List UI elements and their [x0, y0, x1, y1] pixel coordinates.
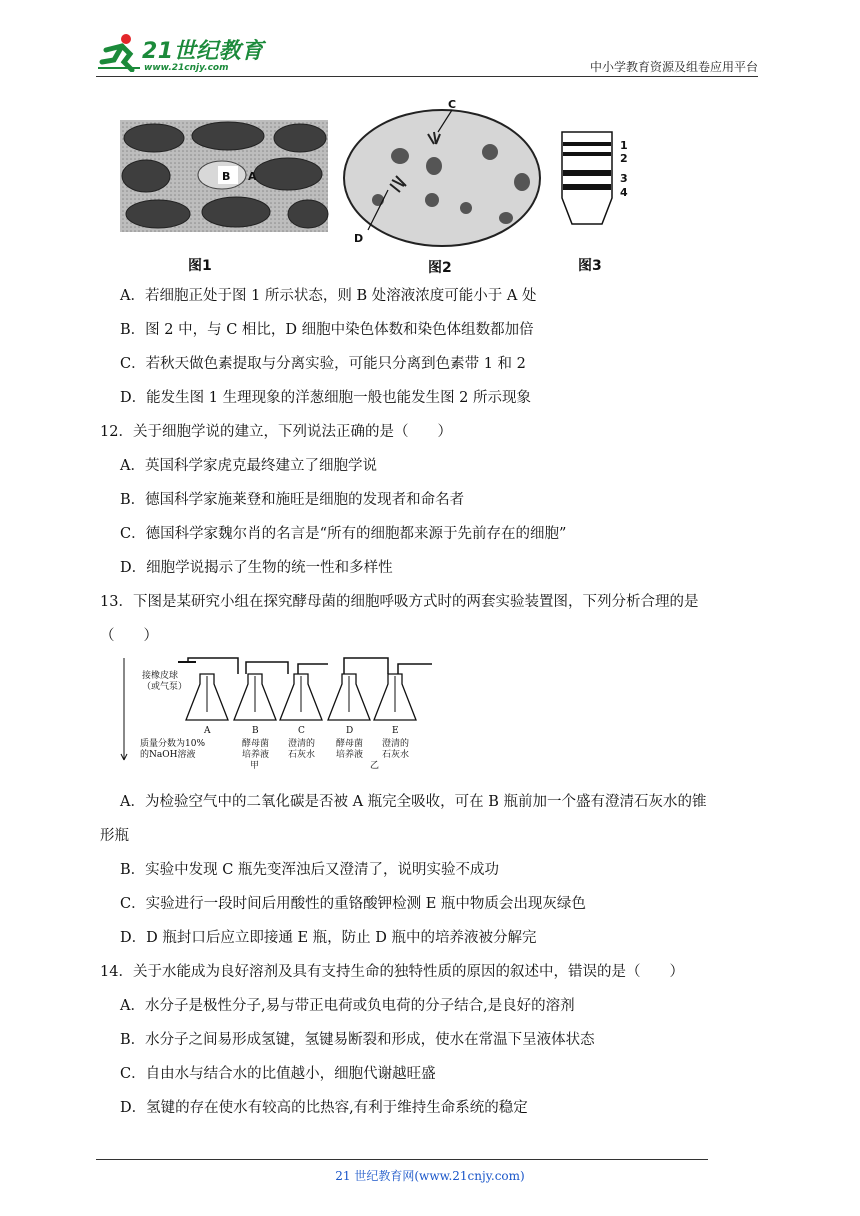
lime-label-c-2: 石灰水	[288, 750, 316, 760]
q13-stem: 13．下图是某研究小组在探究酵母菌的细胞呼吸方式时的两套实验装置图，下列分析合理的是	[100, 594, 699, 610]
page-header	[96, 28, 758, 78]
fig3-caption: 图3	[578, 258, 602, 274]
flask-a-label: A	[204, 726, 211, 736]
fig1-label-b: B	[222, 170, 231, 183]
q13-apparatus-figure	[118, 654, 438, 770]
q13-option-d: D．D 瓶封口后应立即接通 E 瓶，防止 D 瓶中的培养液被分解完	[120, 930, 537, 946]
pump-label-2: （或气泵）	[142, 682, 188, 692]
footer-link[interactable]: 21 世纪教育网(www.21cnjy.com)	[335, 1169, 525, 1183]
lime-label-e-2: 石灰水	[382, 750, 410, 760]
setup-jia-label: 甲	[250, 761, 260, 770]
setup-yi-label: 乙	[370, 761, 380, 770]
flask-d-label: D	[346, 726, 354, 736]
naoh-label-2: 的NaOH溶液	[140, 750, 196, 760]
pump-label-1: 接橡皮球	[142, 671, 179, 681]
q14-option-d: D．氢键的存在使水有较高的比热容,有利于维持生命系统的稳定	[120, 1100, 528, 1116]
fig3-band-2: 2	[620, 152, 628, 165]
q11-option-d: D．能发生图 1 生理现象的洋葱细胞一般也能发生图 2 所示现象	[120, 390, 532, 406]
q13-stem-paren: （ ）	[100, 628, 158, 644]
q12-option-d: D．细胞学说揭示了生物的统一性和多样性	[120, 560, 393, 576]
yeast-label-d-1: 酵母菌	[336, 739, 364, 749]
q12-option-b: B．德国科学家施莱登和施旺是细胞的发现者和命名者	[120, 492, 465, 508]
site-logo[interactable]	[96, 32, 266, 78]
q14-option-c: C．自由水与结合水的比值越小，细胞代谢越旺盛	[120, 1066, 436, 1082]
q13-option-b: B．实验中发现 C 瓶先变浑浊后又澄清了，说明实验不成功	[120, 862, 499, 878]
q14-option-b: B．水分子之间易形成氢键，氢键易断裂和形成，使水在常温下呈液体状态	[120, 1032, 595, 1048]
flask-e-label: E	[392, 726, 399, 736]
yeast-label-b-2: 培养液	[242, 750, 270, 760]
fig2-label-d: D	[354, 232, 364, 245]
flask-b-label: B	[252, 726, 259, 736]
q12-option-c: C．德国科学家魏尔肖的名言是“所有的细胞都来源于先前存在的细胞”	[120, 526, 567, 542]
yeast-label-b-1: 酵母菌	[242, 739, 270, 749]
fig2-label-c: C	[448, 98, 457, 111]
q12-option-a: A．英国科学家虎克最终建立了细胞学说	[120, 458, 377, 474]
q11-option-b: B．图 2 中，与 C 相比，D 细胞中染色体数和染色体组数都加倍	[120, 322, 534, 338]
footer-divider	[96, 1159, 708, 1160]
q11-option-a: A．若细胞正处于图 1 所示状态，则 B 处溶液浓度可能小于 A 处	[120, 288, 537, 304]
figure-2	[340, 96, 550, 280]
lime-label-c-1: 澄清的	[288, 739, 316, 749]
q14-option-a: A．水分子是极性分子,易与带正电荷或负电荷的分子结合,是良好的溶剂	[120, 998, 575, 1014]
header-divider	[96, 76, 758, 77]
figure-1	[118, 118, 330, 280]
q13-option-a: A．为检验空气中的二氧化碳是否被 A 瓶完全吸收，可在 B 瓶前加一个盛有澄清石灰水的锥	[120, 794, 707, 810]
fig3-band-1: 1	[620, 139, 628, 152]
fig2-caption: 图2	[428, 260, 452, 276]
fig1-caption: 图1	[188, 258, 212, 274]
q13-option-c: C．实验进行一段时间后用酸性的重铬酸钾检测 E 瓶中物质会出现灰绿色	[120, 896, 586, 912]
platform-title: 中小学教育资源及组卷应用平台	[589, 60, 758, 74]
q12-stem: 12．关于细胞学说的建立，下列说法正确的是（ ）	[100, 424, 452, 440]
q11-option-c: C．若秋天做色素提取与分离实验，可能只分离到色素带 1 和 2	[120, 356, 526, 372]
flask-c-label: C	[298, 726, 305, 736]
naoh-label-1: 质量分数为10%	[140, 739, 206, 749]
lime-label-e-1: 澄清的	[382, 739, 410, 749]
q13-option-a-cont: 形瓶	[100, 828, 129, 844]
figure-3	[556, 128, 646, 278]
logo-text: 21世纪教育	[142, 39, 264, 64]
yeast-label-d-2: 培养液	[336, 750, 364, 760]
fig3-band-4: 4	[620, 186, 628, 199]
logo-url: www.21cnjy.com	[144, 63, 229, 73]
runner-logo-icon	[96, 32, 142, 72]
fig3-band-3: 3	[620, 172, 628, 185]
fig1-label-a: A	[248, 170, 257, 183]
q14-stem: 14．关于水能成为良好溶剂及具有支持生命的独特性质的原因的叙述中，错误的是（ ）	[100, 964, 684, 980]
